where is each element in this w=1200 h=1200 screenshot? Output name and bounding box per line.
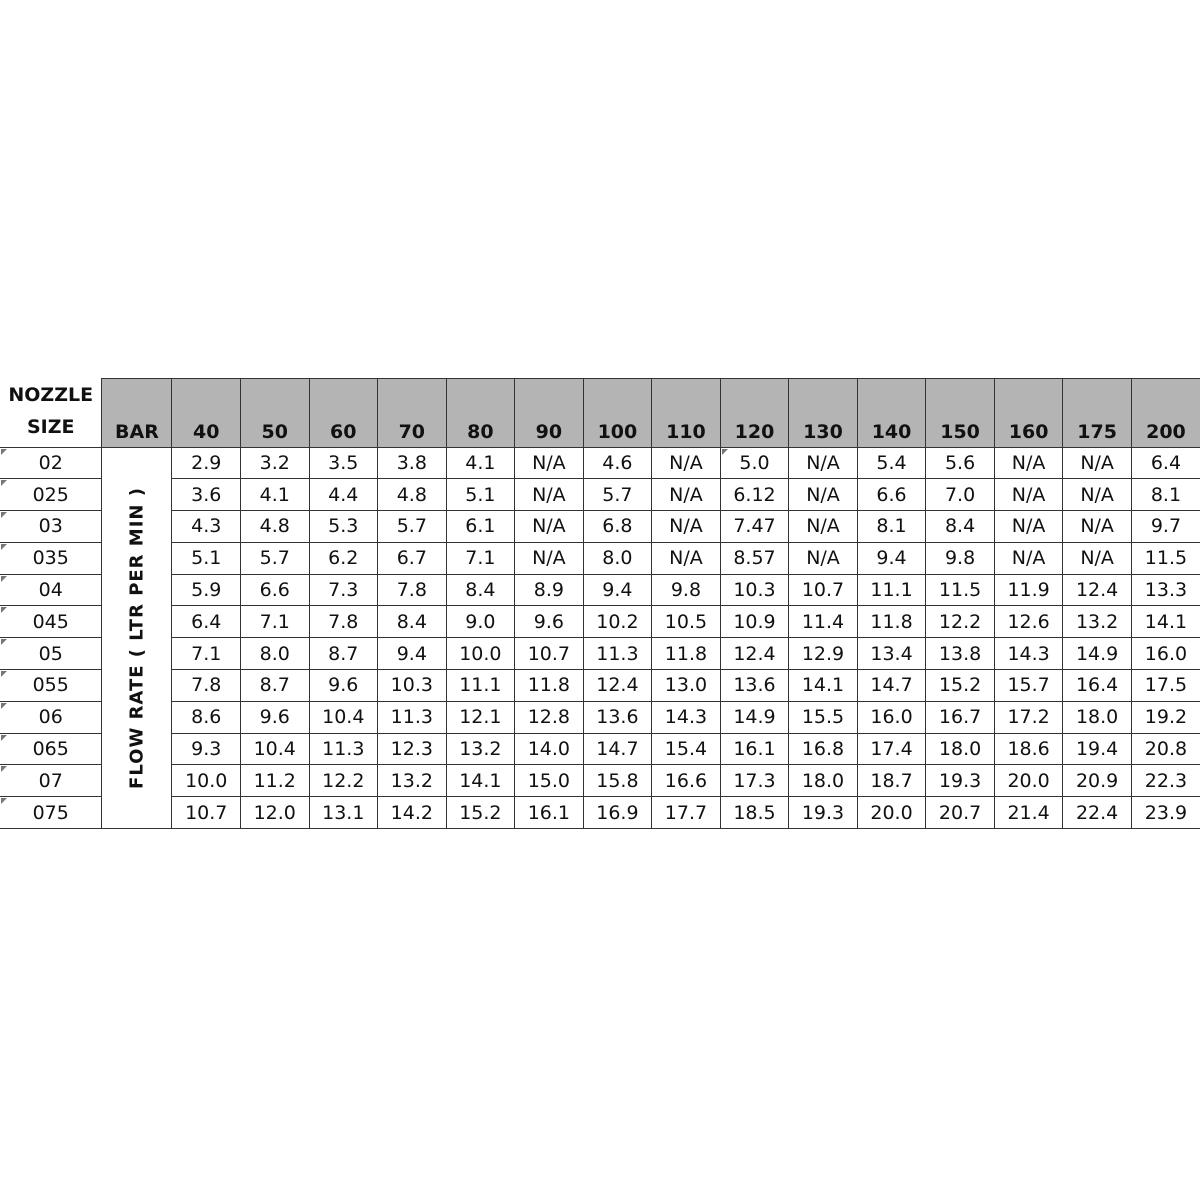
pressure-header: 200 bbox=[1131, 379, 1200, 448]
flow-rate-value-cell: 13.6 bbox=[583, 701, 652, 733]
flow-rate-value-cell: 20.9 bbox=[1063, 765, 1132, 797]
flow-rate-value-cell: 6.4 bbox=[1131, 447, 1200, 479]
flow-rate-value-cell: 7.8 bbox=[172, 670, 241, 702]
nozzle-size-label: 075 bbox=[32, 801, 69, 824]
nozzle-size-cell bbox=[0, 670, 102, 702]
flow-rate-value-cell: 6.4 bbox=[172, 606, 241, 638]
table-row bbox=[0, 701, 1200, 733]
flow-rate-value-cell: 9.3 bbox=[172, 733, 241, 765]
flow-rate-value-cell: 18.0 bbox=[926, 733, 995, 765]
flow-rate-value-cell: N/A bbox=[994, 447, 1063, 479]
nozzle-size-label: 03 bbox=[38, 515, 63, 538]
table-row bbox=[0, 574, 1200, 606]
nozzle-size-label: 05 bbox=[38, 642, 63, 665]
flow-rate-value-cell: 11.5 bbox=[926, 574, 995, 606]
flow-rate-value-cell: 7.47 bbox=[720, 511, 789, 543]
flow-rate-value-cell: 20.7 bbox=[926, 797, 995, 829]
nozzle-size-label: 055 bbox=[32, 674, 69, 697]
flow-rate-value-cell: 17.3 bbox=[720, 765, 789, 797]
flow-rate-value-cell: 23.9 bbox=[1131, 797, 1200, 829]
flow-rate-value-cell: 16.1 bbox=[720, 733, 789, 765]
flow-rate-value-cell: 4.1 bbox=[446, 447, 515, 479]
flow-rate-value-cell: 22.4 bbox=[1063, 797, 1132, 829]
nozzle-size-label: 07 bbox=[38, 769, 63, 792]
table-row bbox=[0, 542, 1200, 574]
flow-rate-value-cell: 14.0 bbox=[515, 733, 584, 765]
flow-rate-value-cell: 5.7 bbox=[240, 542, 309, 574]
flow-rate-value-cell: 15.2 bbox=[926, 670, 995, 702]
flow-rate-value-cell: 14.2 bbox=[378, 797, 447, 829]
flow-rate-value-cell: 9.4 bbox=[583, 574, 652, 606]
flow-rate-value-cell: 13.6 bbox=[720, 670, 789, 702]
flow-rate-value-cell: 21.4 bbox=[994, 797, 1063, 829]
flow-rate-value-cell: 5.7 bbox=[583, 479, 652, 511]
flow-rate-value-cell: 8.9 bbox=[515, 574, 584, 606]
flow-rate-value-cell: 8.0 bbox=[240, 638, 309, 670]
nozzle-size-cell bbox=[0, 511, 102, 543]
flow-rate-value-cell: 13.3 bbox=[1131, 574, 1200, 606]
header-row bbox=[0, 379, 1200, 448]
flow-rate-value-cell: 11.8 bbox=[515, 670, 584, 702]
flow-rate-value-cell: 13.1 bbox=[309, 797, 378, 829]
flow-rate-value-cell: 12.0 bbox=[240, 797, 309, 829]
cell-corner-marker-icon bbox=[1, 449, 7, 455]
flow-rate-value-cell: 8.6 bbox=[172, 701, 241, 733]
flow-rate-value-cell: 12.8 bbox=[515, 701, 584, 733]
flow-rate-value-cell: 19.3 bbox=[789, 797, 858, 829]
flow-rate-value-cell: 6.8 bbox=[583, 511, 652, 543]
flow-rate-value-cell: 15.5 bbox=[789, 701, 858, 733]
flow-rate-value-cell: N/A bbox=[515, 511, 584, 543]
flow-rate-value-cell: 10.9 bbox=[720, 606, 789, 638]
pressure-header: 130 bbox=[789, 379, 858, 448]
nozzle-size-label: 06 bbox=[38, 706, 63, 729]
flow-rate-value-cell: 11.4 bbox=[789, 606, 858, 638]
flow-rate-value-cell: 12.4 bbox=[1063, 574, 1132, 606]
flow-rate-value-cell: N/A bbox=[994, 479, 1063, 511]
flow-rate-value-cell: 11.5 bbox=[1131, 542, 1200, 574]
flow-rate-value-cell: 9.4 bbox=[857, 542, 926, 574]
flow-rate-value-cell: 10.3 bbox=[378, 670, 447, 702]
flow-rate-value-cell: 18.5 bbox=[720, 797, 789, 829]
flow-rate-value-cell: 15.2 bbox=[446, 797, 515, 829]
pressure-header: 150 bbox=[926, 379, 995, 448]
cell-corner-marker-icon bbox=[1, 480, 7, 486]
flow-rate-value-cell: 20.0 bbox=[994, 765, 1063, 797]
cell-corner-marker-icon bbox=[1, 607, 7, 613]
flow-rate-value-cell: 8.4 bbox=[926, 511, 995, 543]
cell-corner-marker-icon bbox=[1, 703, 7, 709]
table-row bbox=[0, 606, 1200, 638]
flow-rate-value-cell: 14.7 bbox=[583, 733, 652, 765]
flow-rate-value-cell: 14.9 bbox=[720, 701, 789, 733]
flow-rate-value-cell: 14.3 bbox=[652, 701, 721, 733]
flow-rate-value-cell: 5.3 bbox=[309, 511, 378, 543]
flow-rate-value-cell: N/A bbox=[652, 542, 721, 574]
flow-rate-value-cell: 10.0 bbox=[172, 765, 241, 797]
flow-rate-value-cell: 16.7 bbox=[926, 701, 995, 733]
flow-rate-value-cell: N/A bbox=[994, 511, 1063, 543]
flow-rate-value-cell: 6.1 bbox=[446, 511, 515, 543]
flow-rate-value-cell: 10.2 bbox=[583, 606, 652, 638]
flow-rate-value-cell: 12.2 bbox=[926, 606, 995, 638]
flow-rate-value-cell: N/A bbox=[789, 511, 858, 543]
flow-rate-value-cell: 5.1 bbox=[446, 479, 515, 511]
flow-rate-value-cell: 10.7 bbox=[789, 574, 858, 606]
flow-rate-value-cell: 12.4 bbox=[720, 638, 789, 670]
flow-rate-value-cell: 9.8 bbox=[926, 542, 995, 574]
table-row bbox=[0, 479, 1200, 511]
pressure-header: 120 bbox=[720, 379, 789, 448]
flow-rate-value-cell: 8.1 bbox=[1131, 479, 1200, 511]
flow-rate-value-cell: 6.6 bbox=[240, 574, 309, 606]
pressure-header: 175 bbox=[1063, 379, 1132, 448]
flow-rate-value-cell: 11.8 bbox=[857, 606, 926, 638]
flow-rate-value-cell: 13.2 bbox=[1063, 606, 1132, 638]
flow-rate-value-cell: 12.4 bbox=[583, 670, 652, 702]
flow-rate-value-cell: 4.3 bbox=[172, 511, 241, 543]
pressure-header: 110 bbox=[652, 379, 721, 448]
nozzle-size-cell bbox=[0, 733, 102, 765]
flow-rate-value-cell: 20.8 bbox=[1131, 733, 1200, 765]
nozzle-size-label: 035 bbox=[32, 547, 69, 570]
flow-rate-value-cell: 17.4 bbox=[857, 733, 926, 765]
pressure-header: 60 bbox=[309, 379, 378, 448]
flow-rate-value-cell: 11.3 bbox=[378, 701, 447, 733]
flow-rate-value-cell: 8.57 bbox=[720, 542, 789, 574]
flow-rate-value-cell: 12.9 bbox=[789, 638, 858, 670]
flow-rate-value-cell: 7.8 bbox=[378, 574, 447, 606]
flow-rate-value-cell: 8.7 bbox=[240, 670, 309, 702]
flow-rate-value-cell: 19.4 bbox=[1063, 733, 1132, 765]
flow-rate-value-cell: 5.1 bbox=[172, 542, 241, 574]
flow-rate-value-cell: 10.0 bbox=[446, 638, 515, 670]
flow-rate-value-cell: 7.1 bbox=[172, 638, 241, 670]
flow-rate-value-cell: 11.2 bbox=[240, 765, 309, 797]
flow-rate-value-cell: N/A bbox=[789, 479, 858, 511]
flow-rate-value-cell: 11.8 bbox=[652, 638, 721, 670]
flow-rate-value-cell: 19.2 bbox=[1131, 701, 1200, 733]
cell-corner-marker-icon bbox=[1, 671, 7, 677]
flow-rate-value-cell: 18.0 bbox=[789, 765, 858, 797]
flow-rate-value-cell: 3.6 bbox=[172, 479, 241, 511]
flow-rate-value-cell: 13.0 bbox=[652, 670, 721, 702]
nozzle-size-cell bbox=[0, 701, 102, 733]
cell-corner-marker-icon bbox=[1, 576, 7, 582]
flow-rate-value-cell: 9.8 bbox=[652, 574, 721, 606]
flow-rate-value-cell: 11.3 bbox=[583, 638, 652, 670]
pressure-header: 70 bbox=[378, 379, 447, 448]
flow-rate-value-cell: 7.1 bbox=[446, 542, 515, 574]
cell-corner-marker-icon bbox=[1, 798, 7, 804]
flow-rate-value-cell: 11.3 bbox=[309, 733, 378, 765]
flow-rate-value-cell: 22.3 bbox=[1131, 765, 1200, 797]
flow-rate-value-cell: 12.6 bbox=[994, 606, 1063, 638]
flow-rate-value-cell: 14.9 bbox=[1063, 638, 1132, 670]
flow-rate-value-cell: 10.3 bbox=[720, 574, 789, 606]
flow-rate-side-label: FLOW RATE ( LTR PER MIN ) bbox=[126, 486, 148, 789]
flow-rate-value-cell: 15.7 bbox=[994, 670, 1063, 702]
nozzle-size-cell bbox=[0, 765, 102, 797]
nozzle-header-line1: NOZZLE bbox=[8, 383, 94, 406]
flow-rate-value-cell: 10.5 bbox=[652, 606, 721, 638]
bar-header: BAR bbox=[102, 379, 172, 448]
flow-rate-value-cell: 4.6 bbox=[583, 447, 652, 479]
flow-rate-value-cell: 7.8 bbox=[309, 606, 378, 638]
flow-rate-value-cell: N/A bbox=[1063, 479, 1132, 511]
flow-rate-value-cell: 8.4 bbox=[446, 574, 515, 606]
flow-rate-value-cell: 9.0 bbox=[446, 606, 515, 638]
flow-rate-value-cell: 3.5 bbox=[309, 447, 378, 479]
flow-rate-value-cell: 12.2 bbox=[309, 765, 378, 797]
pressure-header: 100 bbox=[583, 379, 652, 448]
flow-rate-value-cell: N/A bbox=[652, 511, 721, 543]
cell-corner-marker-icon bbox=[1, 735, 7, 741]
flow-rate-value-cell: 2.9 bbox=[172, 447, 241, 479]
flow-rate-value-cell: 15.4 bbox=[652, 733, 721, 765]
flow-rate-value-cell: N/A bbox=[515, 542, 584, 574]
flow-rate-value-cell: 17.7 bbox=[652, 797, 721, 829]
nozzle-size-label: 04 bbox=[38, 579, 63, 602]
nozzle-size-cell bbox=[0, 797, 102, 829]
flow-rate-value-cell: N/A bbox=[515, 447, 584, 479]
flow-rate-value-cell: 16.6 bbox=[652, 765, 721, 797]
flow-rate-value-cell: 17.2 bbox=[994, 701, 1063, 733]
cell-corner-marker-icon bbox=[1, 639, 7, 645]
flow-rate-value-cell: 10.4 bbox=[309, 701, 378, 733]
flow-rate-value-cell: 13.2 bbox=[378, 765, 447, 797]
flow-rate-value-cell: 14.1 bbox=[446, 765, 515, 797]
flow-rate-value-cell: N/A bbox=[994, 542, 1063, 574]
flow-rate-value-cell: 4.1 bbox=[240, 479, 309, 511]
nozzle-size-cell bbox=[0, 606, 102, 638]
flow-rate-value-cell: 8.7 bbox=[309, 638, 378, 670]
flow-rate-value-cell: 16.0 bbox=[857, 701, 926, 733]
table-row bbox=[0, 511, 1200, 543]
flow-rate-value-cell: N/A bbox=[1063, 542, 1132, 574]
table-row bbox=[0, 447, 1200, 479]
flow-rate-value-cell: 6.2 bbox=[309, 542, 378, 574]
flow-rate-value-cell: 9.6 bbox=[515, 606, 584, 638]
nozzle-size-label: 065 bbox=[32, 738, 69, 761]
flow-rate-value-cell: 5.0 bbox=[720, 447, 789, 479]
pressure-header: 140 bbox=[857, 379, 926, 448]
cell-corner-marker-icon bbox=[722, 449, 728, 455]
table-row bbox=[0, 797, 1200, 829]
flow-rate-value-cell: 9.6 bbox=[309, 670, 378, 702]
flow-rate-value-cell: 14.1 bbox=[789, 670, 858, 702]
flow-rate-value-cell: 16.4 bbox=[1063, 670, 1132, 702]
flow-rate-value-cell: 7.0 bbox=[926, 479, 995, 511]
table-row bbox=[0, 670, 1200, 702]
flow-rate-value-cell: 18.6 bbox=[994, 733, 1063, 765]
flow-rate-value-cell: 9.4 bbox=[378, 638, 447, 670]
pressure-header: 160 bbox=[994, 379, 1063, 448]
flow-rate-value-cell: N/A bbox=[515, 479, 584, 511]
pressure-header: 40 bbox=[172, 379, 241, 448]
flow-rate-value-cell: N/A bbox=[789, 447, 858, 479]
nozzle-size-cell bbox=[0, 574, 102, 606]
nozzle-size-label: 02 bbox=[38, 451, 63, 474]
flow-rate-value-cell: N/A bbox=[652, 479, 721, 511]
nozzle-header-line2: SIZE bbox=[26, 415, 75, 438]
flow-rate-value-cell: 15.0 bbox=[515, 765, 584, 797]
flow-rate-value-cell: 6.7 bbox=[378, 542, 447, 574]
cell-corner-marker-icon bbox=[1, 544, 7, 550]
nozzle-size-cell bbox=[0, 447, 102, 479]
nozzle-size-cell bbox=[0, 638, 102, 670]
nozzle-size-cell bbox=[0, 479, 102, 511]
flow-rate-value-cell: 13.4 bbox=[857, 638, 926, 670]
flow-rate-value-cell: 14.7 bbox=[857, 670, 926, 702]
flow-rate-value-cell: 3.2 bbox=[240, 447, 309, 479]
flow-rate-value-cell: 12.3 bbox=[378, 733, 447, 765]
flow-rate-value-cell: N/A bbox=[1063, 447, 1132, 479]
cell-corner-marker-icon bbox=[1, 766, 7, 772]
flow-rate-side-label-cell bbox=[102, 447, 172, 829]
flow-rate-value-cell: 4.8 bbox=[240, 511, 309, 543]
table-body bbox=[0, 447, 1200, 829]
nozzle-size-cell bbox=[0, 542, 102, 574]
flow-rate-value-cell: 8.1 bbox=[857, 511, 926, 543]
nozzle-size-label: 025 bbox=[32, 483, 69, 506]
flow-rate-value-cell: 16.9 bbox=[583, 797, 652, 829]
pressure-header: 80 bbox=[446, 379, 515, 448]
flow-rate-value-cell: 18.7 bbox=[857, 765, 926, 797]
flow-rate-value-cell: N/A bbox=[652, 447, 721, 479]
pressure-header: 50 bbox=[240, 379, 309, 448]
flow-rate-value-cell: 5.9 bbox=[172, 574, 241, 606]
flow-rate-value-cell: 3.8 bbox=[378, 447, 447, 479]
flow-rate-value-cell: 5.6 bbox=[926, 447, 995, 479]
flow-rate-value-cell: 10.7 bbox=[515, 638, 584, 670]
nozzle-size-label: 045 bbox=[32, 610, 69, 633]
flow-rate-value-cell: 15.8 bbox=[583, 765, 652, 797]
flow-rate-value-cell: 8.4 bbox=[378, 606, 447, 638]
flow-rate-value-cell: N/A bbox=[789, 542, 858, 574]
flow-rate-value-cell: 6.6 bbox=[857, 479, 926, 511]
pressure-header: 90 bbox=[515, 379, 584, 448]
flow-rate-value-cell: 8.0 bbox=[583, 542, 652, 574]
table-row bbox=[0, 765, 1200, 797]
flow-rate-value-cell: 5.4 bbox=[857, 447, 926, 479]
flow-rate-value-cell: 13.2 bbox=[446, 733, 515, 765]
table-row bbox=[0, 733, 1200, 765]
flow-rate-value-cell: 11.1 bbox=[857, 574, 926, 606]
flow-rate-value-cell: 11.1 bbox=[446, 670, 515, 702]
table-row bbox=[0, 638, 1200, 670]
flow-rate-table bbox=[0, 378, 1200, 829]
flow-rate-value-cell: 7.3 bbox=[309, 574, 378, 606]
flow-rate-value-cell: 11.9 bbox=[994, 574, 1063, 606]
flow-rate-value-cell: 4.4 bbox=[309, 479, 378, 511]
flow-rate-value-cell: 17.5 bbox=[1131, 670, 1200, 702]
flow-rate-value-cell: 16.1 bbox=[515, 797, 584, 829]
flow-rate-value-cell: 13.8 bbox=[926, 638, 995, 670]
flow-rate-value-cell: 6.12 bbox=[720, 479, 789, 511]
flow-rate-value-cell: 5.7 bbox=[378, 511, 447, 543]
flow-rate-value-cell: 16.0 bbox=[1131, 638, 1200, 670]
nozzle-size-header bbox=[0, 379, 102, 448]
cell-corner-marker-icon bbox=[1, 512, 7, 518]
flow-rate-value-cell: 12.1 bbox=[446, 701, 515, 733]
flow-rate-value-cell: 16.8 bbox=[789, 733, 858, 765]
flow-rate-value-cell: 10.7 bbox=[172, 797, 241, 829]
flow-rate-value-cell: 14.1 bbox=[1131, 606, 1200, 638]
flow-rate-value-cell: 20.0 bbox=[857, 797, 926, 829]
flow-rate-value-cell: 18.0 bbox=[1063, 701, 1132, 733]
flow-rate-value-cell: N/A bbox=[1063, 511, 1132, 543]
flow-rate-value-cell: 4.8 bbox=[378, 479, 447, 511]
flow-rate-value-cell: 19.3 bbox=[926, 765, 995, 797]
flow-rate-value-cell: 9.6 bbox=[240, 701, 309, 733]
flow-rate-value-cell: 14.3 bbox=[994, 638, 1063, 670]
flow-rate-value-cell: 9.7 bbox=[1131, 511, 1200, 543]
flow-rate-value-cell: 10.4 bbox=[240, 733, 309, 765]
flow-rate-value-cell: 7.1 bbox=[240, 606, 309, 638]
